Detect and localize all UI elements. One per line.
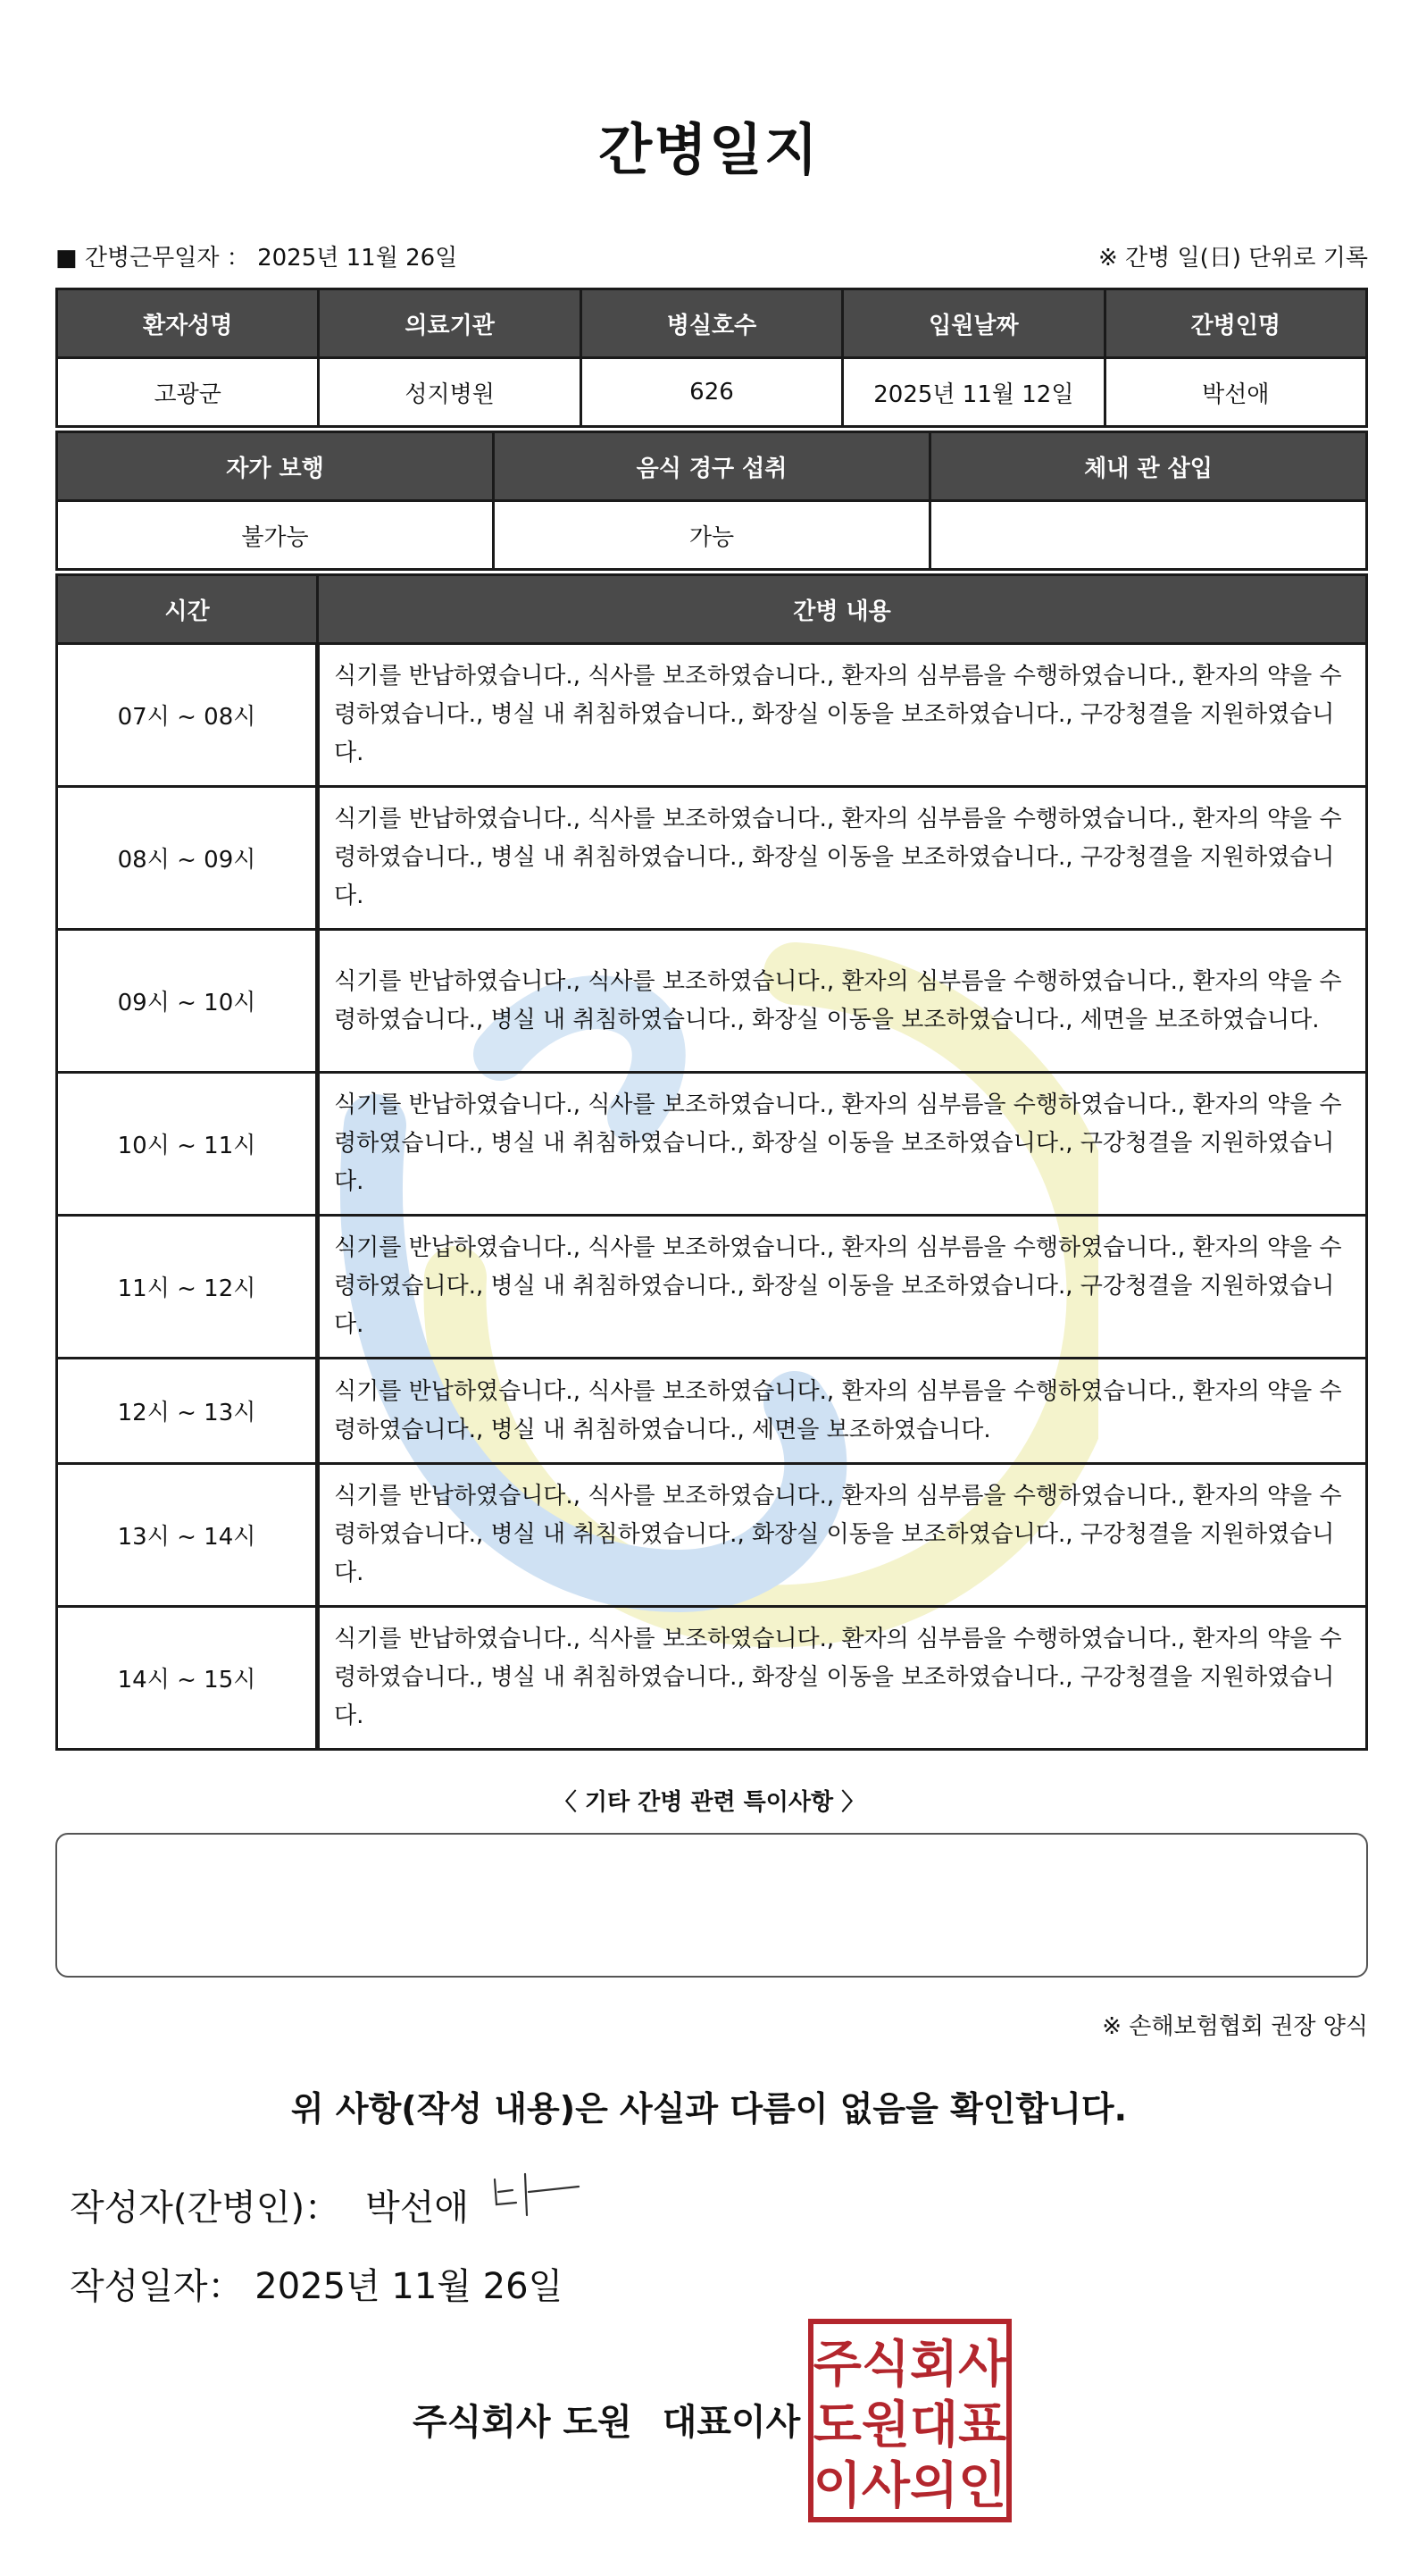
header-self-walking: 자가 보행 [57,432,494,501]
seal-line: 이사의인 [813,2457,1007,2515]
table-row [57,1359,1367,1464]
seal-line: 주식회사 [813,2336,1007,2394]
header-caregiver: 간병인명 [1105,289,1366,358]
time-slot: 10시 ~ 11시 [57,1073,318,1216]
tube-insertion-value [930,501,1367,570]
care-content: 식기를 반납하였습니다., 식사를 보조하였습니다., 환자의 심부름을 수행하였습니다., 환자의 약을 수령하였습니다., 병실 내 취침하였습니다., 화장실 이동을 보조하였습니다., 세면을 보조하였습니다. [318,930,1367,1073]
work-date-label: ■ 간병근무일자 ： [55,245,250,272]
time-slot: 14시 ~ 15시 [57,1607,318,1750]
room-number: 626 [580,358,842,427]
admission-date: 2025년 11월 12일 [843,358,1105,427]
time-slot: 09시 ~ 10시 [57,930,318,1073]
header-oral-intake: 음식 경구 섭취 [494,432,930,501]
table-row [57,1216,1367,1359]
hospital: 성지병원 [319,358,580,427]
care-content: 식기를 반납하였습니다., 식사를 보조하였습니다., 환자의 심부름을 수행하였습니다., 환자의 약을 수령하였습니다., 병실 내 취침하였습니다., 화장실 이동을 보조하였습니다., 구강청결을 지원하였습니다. [318,1607,1367,1750]
confirmation-statement: 위 사항(작성 내용)은 사실과 다름이 없음을 확인합니다. [290,2089,1128,2129]
self-walking-value: 불가능 [57,501,494,570]
time-slot: 08시 ~ 09시 [57,787,318,930]
table-row [57,1607,1367,1750]
time-slot: 12시 ~ 13시 [57,1359,318,1464]
company-seal [808,2319,1012,2522]
caregiver-name: 박선애 [1105,358,1366,427]
care-content: 식기를 반납하였습니다., 식사를 보조하였습니다., 환자의 심부름을 수행하였습니다., 환자의 약을 수령하였습니다., 병실 내 취침하였습니다., 세면을 보조하였습니다. [318,1359,1367,1464]
notes-title: 〈 기타 간병 관련 특이사항 〉 [553,1789,865,1816]
unit-note: ※ 간병 일(日) 단위로 기록 [1097,245,1368,272]
table-row [57,930,1367,1073]
page-title: 간병일지 [598,117,820,182]
work-date-value: 2025년 11월 26일 [257,245,458,272]
header-time: 시간 [57,575,318,644]
care-content: 식기를 반납하였습니다., 식사를 보조하였습니다., 환자의 심부름을 수행하였습니다., 환자의 약을 수령하였습니다., 병실 내 취침하였습니다., 화장실 이동을 보조하였습니다., 구강청결을 지원하였습니다. [318,1073,1367,1216]
header-care-content: 간병 내용 [318,575,1367,644]
company-line [413,2394,800,2445]
header-patient-name: 환자성명 [57,289,319,358]
company-name: 주식회사 도원 [413,2402,632,2443]
table-row [57,644,1367,787]
care-content: 식기를 반납하였습니다., 식사를 보조하였습니다., 환자의 심부름을 수행하였습니다., 환자의 약을 수령하였습니다., 병실 내 취침하였습니다., 화장실 이동을 보조하였습니다., 구강청결을 지원하였습니다. [318,1464,1367,1607]
care-content: 식기를 반납하였습니다., 식사를 보조하였습니다., 환자의 심부름을 수행하였습니다., 환자의 약을 수령하였습니다., 병실 내 취침하였습니다., 화장실 이동을 보조하였습니다., 구강청결을 지원하였습니다. [318,1216,1367,1359]
header-room: 병실호수 [580,289,842,358]
table-row [57,1073,1367,1216]
patient-status-table [55,431,1368,571]
company-title: 대표이사 [662,2402,801,2443]
oral-intake-value: 가능 [494,501,930,570]
signature-image [489,2169,588,2222]
notes-box[interactable] [55,1833,1368,1978]
work-date [55,239,457,272]
table-row [57,787,1367,930]
care-log-table [55,573,1368,1751]
seal-line: 도원대표 [813,2396,1007,2455]
written-date-line [70,2258,563,2309]
recommend-note: ※ 손해보험협회 권장 양식 [1102,2013,1368,2040]
patient-info-table [55,288,1368,428]
time-slot: 13시 ~ 14시 [57,1464,318,1607]
patient-name: 고광군 [57,358,319,427]
care-content: 식기를 반납하였습니다., 식사를 보조하였습니다., 환자의 심부름을 수행하였습니다., 환자의 약을 수령하였습니다., 병실 내 취침하였습니다., 화장실 이동을 보조하였습니다., 구강청결을 지원하였습니다. [318,644,1367,787]
writer-line [70,2179,469,2230]
table-row [57,1464,1367,1607]
date-label: 작성일자： [70,2266,244,2307]
time-slot: 11시 ~ 12시 [57,1216,318,1359]
header-hospital: 의료기관 [319,289,580,358]
care-content: 식기를 반납하였습니다., 식사를 보조하였습니다., 환자의 심부름을 수행하였습니다., 환자의 약을 수령하였습니다., 병실 내 취침하였습니다., 화장실 이동을 보조하였습니다., 구강청결을 지원하였습니다. [318,787,1367,930]
time-slot: 07시 ~ 08시 [57,644,318,787]
writer-name: 박선애 [365,2187,469,2229]
header-admission-date: 입원날짜 [843,289,1105,358]
writer-label: 작성자(간병인)： [70,2187,341,2229]
header-tube-insertion: 체내 관 삽입 [930,432,1367,501]
date-value: 2025년 11월 26일 [254,2266,563,2307]
